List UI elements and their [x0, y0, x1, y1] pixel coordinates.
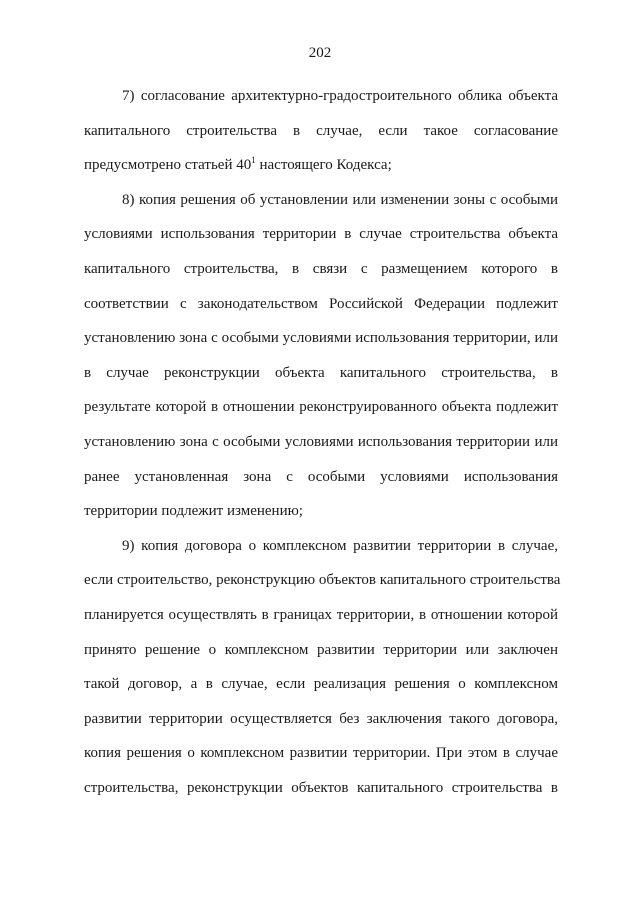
text-line: условиями использования территории в случае строительства объекта: [84, 226, 558, 243]
text-line: ранее установленная зона с особыми условиями использования: [84, 468, 558, 485]
text-line: 8) копия решения об установлении или изменении зоны с особыми: [122, 191, 558, 208]
text-line: 7) согласование архитектурно-градостроительного облика объекта: [122, 88, 558, 104]
text-line: установлению зона с особыми условиями использования территории или: [84, 433, 558, 450]
text-line: установлению зона с особыми условиями использования территории, или: [84, 330, 558, 347]
superscript: 1: [251, 155, 256, 166]
text-line: территории подлежит изменению;: [84, 503, 303, 520]
paragraph-item-7: [84, 79, 558, 183]
text-line: соответствии с законодательством Российской Федерации подлежит: [84, 295, 558, 312]
text-fragment: предусмотрено статьей 40: [84, 157, 252, 174]
text-line: если строительство, реконструкцию объектов капитального строительства: [84, 572, 561, 589]
paragraph-item-8: [84, 183, 558, 529]
text-line: результате которой в отношении реконструированного объекта подлежит: [84, 399, 558, 416]
page-number: 202: [308, 45, 332, 61]
text-line: развитии территории осуществляется без заключения такого договора,: [84, 710, 558, 727]
text-line: строительства, реконструкции объектов капитального строительства в: [84, 779, 558, 796]
text-line-with-superscript: [84, 148, 558, 183]
text-line: планируется осуществлять в границах территории, в отношении которой: [84, 606, 558, 623]
text-line: такой договор, а в случае, если реализация решения о комплексном: [84, 676, 558, 693]
text-line: принято решение о комплексном развитии территории или заключен: [84, 641, 558, 658]
text-line: 9) копия договора о комплексном развитии территории в случае,: [122, 537, 558, 554]
text-line: в случае реконструкции объекта капитального строительства, в: [84, 364, 558, 381]
document-body: [84, 79, 561, 805]
text-line: копия решения о комплексном развитии территории. При этом в случае: [84, 745, 558, 762]
paragraph-item-9: [84, 529, 561, 806]
text-fragment: настоящего Кодекса;: [255, 157, 392, 174]
text-line: капитального строительства, в связи с размещением которого в: [84, 260, 558, 277]
text-line: капитального строительства в случае, если такое согласование: [84, 122, 558, 139]
